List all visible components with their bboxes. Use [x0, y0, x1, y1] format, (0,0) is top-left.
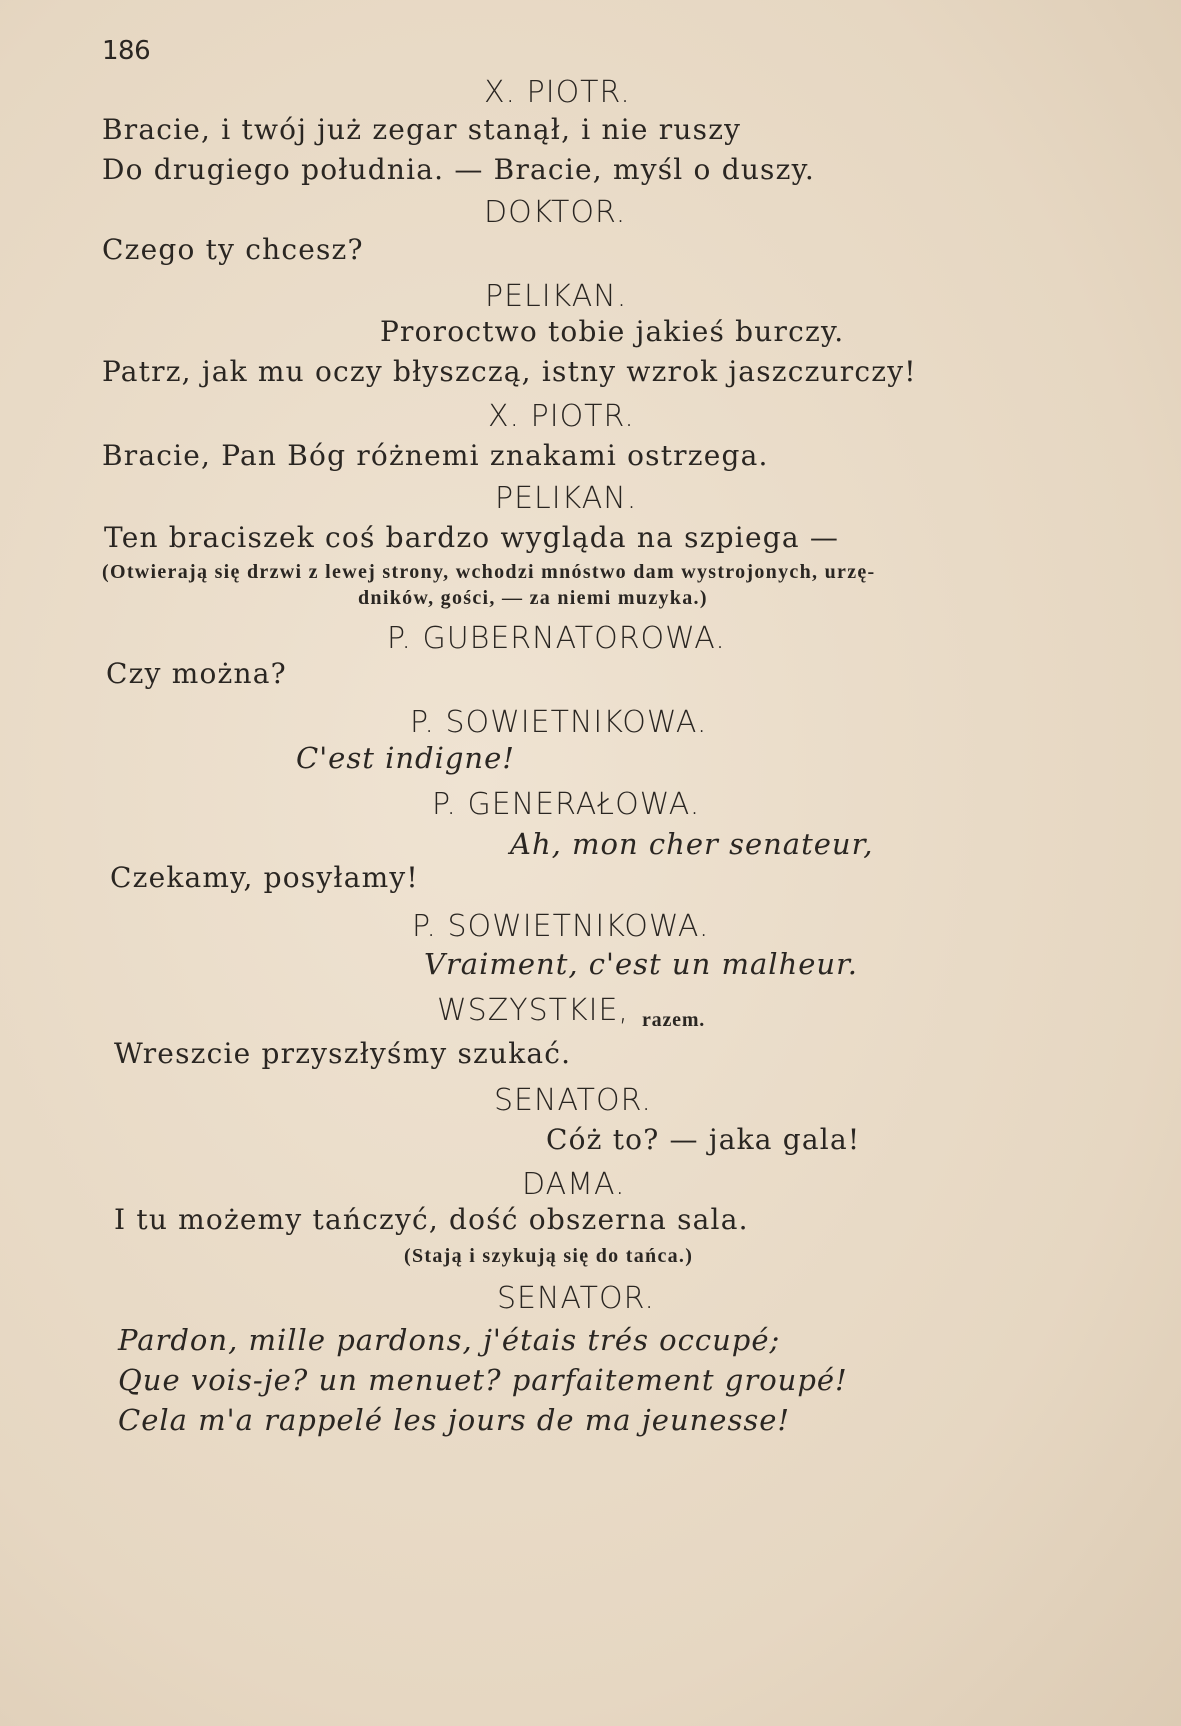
speaker-name: P. SOWIETNIKOWA.: [412, 909, 710, 944]
speaker-name: WSZYSTKIE,: [437, 993, 629, 1028]
verse-line: Do drugiego południa. — Bracie, myśl o duszy.: [102, 153, 815, 186]
speaker-name: DOKTOR.: [484, 195, 627, 230]
speaker-name: P. SOWIETNIKOWA.: [410, 705, 708, 740]
verse-line: C'est indigne!: [296, 741, 515, 775]
verse-line: Ten braciszek coś bardzo wygląda na szpiega —: [104, 521, 840, 554]
verse-line: Que vois-je? un menuet? parfaitement groupé!: [118, 1363, 848, 1397]
verse-line: Patrz, jak mu oczy błyszczą, istny wzrok jaszczurczy!: [102, 355, 917, 388]
verse-line: Cela m'a rappelé les jours de ma jeunesse!: [118, 1403, 791, 1437]
verse-line: Wreszcie przyszłyśmy szukać.: [114, 1037, 572, 1070]
speaker-name: P. GUBERNATOROWA.: [387, 621, 726, 656]
verse-line: I tu możemy tańczyć, dość obszerna sala.: [114, 1203, 749, 1236]
verse-line: Bracie, Pan Bóg różnemi znakami ostrzega.: [102, 439, 769, 472]
page-number: 186: [102, 36, 151, 66]
verse-line: Vraiment, c'est un malheur.: [424, 947, 858, 981]
verse-line: Cóż to? — jaka gala!: [546, 1123, 861, 1156]
stage-direction: dników, gości, — za niemi muzyka.): [358, 587, 708, 609]
stage-direction: (Stają i szykują się do tańca.): [404, 1245, 694, 1267]
speaker-name: PELIKAN.: [495, 481, 638, 516]
verse-line: Czy można?: [106, 657, 287, 690]
speaker-name: X. PIOTR.: [488, 399, 635, 434]
speaker-name: SENATOR.: [494, 1083, 652, 1118]
speaker-name: SENATOR.: [497, 1281, 655, 1316]
speaker-name: X. PIOTR.: [484, 75, 631, 110]
verse-line: Proroctwo tobie jakieś burczy.: [380, 315, 845, 348]
speaker-name: PELIKAN.: [485, 279, 628, 314]
speaker-name: DAMA.: [522, 1167, 626, 1202]
verse-line: Czego ty chcesz?: [102, 233, 364, 266]
verse-line: Ah, mon cher senateur,: [510, 827, 874, 861]
speaker-note: razem.: [642, 1009, 706, 1031]
verse-line: Bracie, i twój już zegar stanął, i nie ruszy: [102, 113, 742, 146]
verse-line: Czekamy, posyłamy!: [110, 861, 419, 894]
stage-direction: (Otwierają się drzwi z lewej strony, wchodzi mnóstwo dam wystrojonych, urzę-: [102, 561, 876, 583]
verse-line: Pardon, mille pardons, j'étais trés occupé;: [118, 1323, 781, 1357]
speaker-name: P. GENERAŁOWA.: [432, 787, 701, 822]
